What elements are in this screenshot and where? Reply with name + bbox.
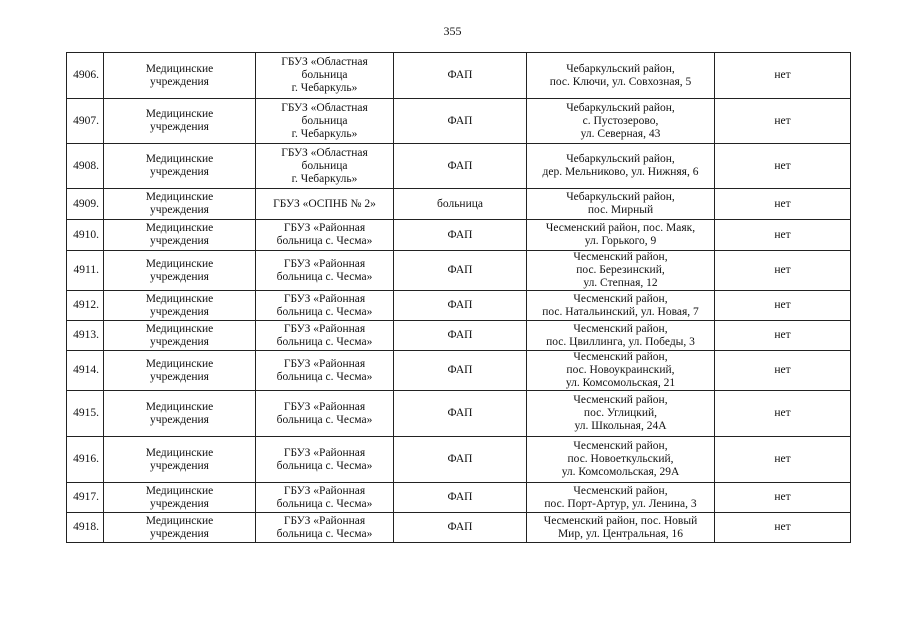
address-cell: Чесменский район, пос. Натальинский, ул. Новая, 7 — [527, 291, 715, 321]
table-row — [67, 99, 851, 144]
value-cell: нет — [715, 291, 851, 321]
category-cell: Медицинские учреждения — [104, 99, 256, 144]
organization-cell: ГБУЗ «ОСПНБ № 2» — [256, 189, 394, 220]
table-row — [67, 351, 851, 391]
facility-type-cell: ФАП — [394, 291, 527, 321]
organization-cell: ГБУЗ «Районная больница с. Чесма» — [256, 321, 394, 351]
row-number: 4913. — [67, 321, 104, 351]
page-number: 355 — [443, 24, 462, 38]
row-number: 4911. — [67, 251, 104, 291]
table-row — [67, 291, 851, 321]
row-number: 4915. — [67, 391, 104, 437]
row-number: 4908. — [67, 144, 104, 189]
category-cell: Медицинские учреждения — [104, 437, 256, 483]
facility-type-cell: ФАП — [394, 483, 527, 513]
table-row — [67, 483, 851, 513]
table-row — [67, 189, 851, 220]
organization-cell: ГБУЗ «Районная больница с. Чесма» — [256, 251, 394, 291]
organization-cell: ГБУЗ «Районная больница с. Чесма» — [256, 351, 394, 391]
address-cell: Чебаркульский район, пос. Мирный — [527, 189, 715, 220]
value-cell: нет — [715, 144, 851, 189]
table-row — [67, 53, 851, 99]
facility-type-cell: ФАП — [394, 437, 527, 483]
value-cell: нет — [715, 437, 851, 483]
category-cell: Медицинские учреждения — [104, 53, 256, 99]
row-number: 4917. — [67, 483, 104, 513]
facility-type-cell: ФАП — [394, 53, 527, 99]
address-cell: Чебаркульский район, дер. Мельниково, ул. Нижняя, 6 — [527, 144, 715, 189]
table-row — [67, 437, 851, 483]
row-number: 4910. — [67, 220, 104, 251]
organization-cell: ГБУЗ «Районная больница с. Чесма» — [256, 483, 394, 513]
category-cell: Медицинские учреждения — [104, 513, 256, 543]
facility-type-cell: ФАП — [394, 391, 527, 437]
value-cell: нет — [715, 391, 851, 437]
table-row — [67, 251, 851, 291]
value-cell: нет — [715, 220, 851, 251]
organization-cell: ГБУЗ «Районная больница с. Чесма» — [256, 391, 394, 437]
address-cell: Чесменский район, пос. Углицкий, ул. Школьная, 24А — [527, 391, 715, 437]
organization-cell: ГБУЗ «Районная больница с. Чесма» — [256, 220, 394, 251]
row-number: 4918. — [67, 513, 104, 543]
value-cell: нет — [715, 251, 851, 291]
table-row — [67, 391, 851, 437]
value-cell: нет — [715, 513, 851, 543]
value-cell: нет — [715, 189, 851, 220]
organization-cell: ГБУЗ «Районная больница с. Чесма» — [256, 437, 394, 483]
row-number: 4906. — [67, 53, 104, 99]
table-row — [67, 321, 851, 351]
table-row — [67, 144, 851, 189]
value-cell: нет — [715, 99, 851, 144]
value-cell: нет — [715, 321, 851, 351]
facility-type-cell: ФАП — [394, 220, 527, 251]
row-number: 4912. — [67, 291, 104, 321]
organization-cell: ГБУЗ «Районная больница с. Чесма» — [256, 291, 394, 321]
table-row — [67, 220, 851, 251]
facility-type-cell: ФАП — [394, 321, 527, 351]
facility-type-cell: больница — [394, 189, 527, 220]
category-cell: Медицинские учреждения — [104, 220, 256, 251]
address-cell: Чесменский район, пос. Маяк, ул. Горького, 9 — [527, 220, 715, 251]
facility-type-cell: ФАП — [394, 351, 527, 391]
facility-type-cell: ФАП — [394, 251, 527, 291]
address-cell: Чесменский район, пос. Порт-Артур, ул. Ленина, 3 — [527, 483, 715, 513]
facility-type-cell: ФАП — [394, 513, 527, 543]
category-cell: Медицинские учреждения — [104, 391, 256, 437]
facility-type-cell: ФАП — [394, 144, 527, 189]
address-cell: Чебаркульский район, с. Пустозерово, ул. Северная, 43 — [527, 99, 715, 144]
organization-cell: ГБУЗ «Областная больница г. Чебаркуль» — [256, 99, 394, 144]
registry-rows — [67, 53, 851, 543]
facility-type-cell: ФАП — [394, 99, 527, 144]
address-cell: Чесменский район, пос. Новоеткульский, ул. Комсомольская, 29А — [527, 437, 715, 483]
category-cell: Медицинские учреждения — [104, 189, 256, 220]
organization-cell: ГБУЗ «Областная больница г. Чебаркуль» — [256, 53, 394, 99]
row-number: 4909. — [67, 189, 104, 220]
value-cell: нет — [715, 53, 851, 99]
row-number: 4916. — [67, 437, 104, 483]
value-cell: нет — [715, 351, 851, 391]
address-cell: Чебаркульский район, пос. Ключи, ул. Совхозная, 5 — [527, 53, 715, 99]
address-cell: Чесменский район, пос. Новый Мир, ул. Центральная, 16 — [527, 513, 715, 543]
category-cell: Медицинские учреждения — [104, 483, 256, 513]
category-cell: Медицинские учреждения — [104, 351, 256, 391]
category-cell: Медицинские учреждения — [104, 144, 256, 189]
value-cell: нет — [715, 483, 851, 513]
row-number: 4914. — [67, 351, 104, 391]
table-row — [67, 513, 851, 543]
category-cell: Медицинские учреждения — [104, 321, 256, 351]
organization-cell: ГБУЗ «Районная больница с. Чесма» — [256, 513, 394, 543]
address-cell: Чесменский район, пос. Цвиллинга, ул. Победы, 3 — [527, 321, 715, 351]
registry-table — [66, 52, 851, 543]
address-cell: Чесменский район, пос. Березинский, ул. Степная, 12 — [527, 251, 715, 291]
row-number: 4907. — [67, 99, 104, 144]
category-cell: Медицинские учреждения — [104, 291, 256, 321]
organization-cell: ГБУЗ «Областная больница г. Чебаркуль» — [256, 144, 394, 189]
category-cell: Медицинские учреждения — [104, 251, 256, 291]
address-cell: Чесменский район, пос. Новоукраинский, ул. Комсомольская, 21 — [527, 351, 715, 391]
